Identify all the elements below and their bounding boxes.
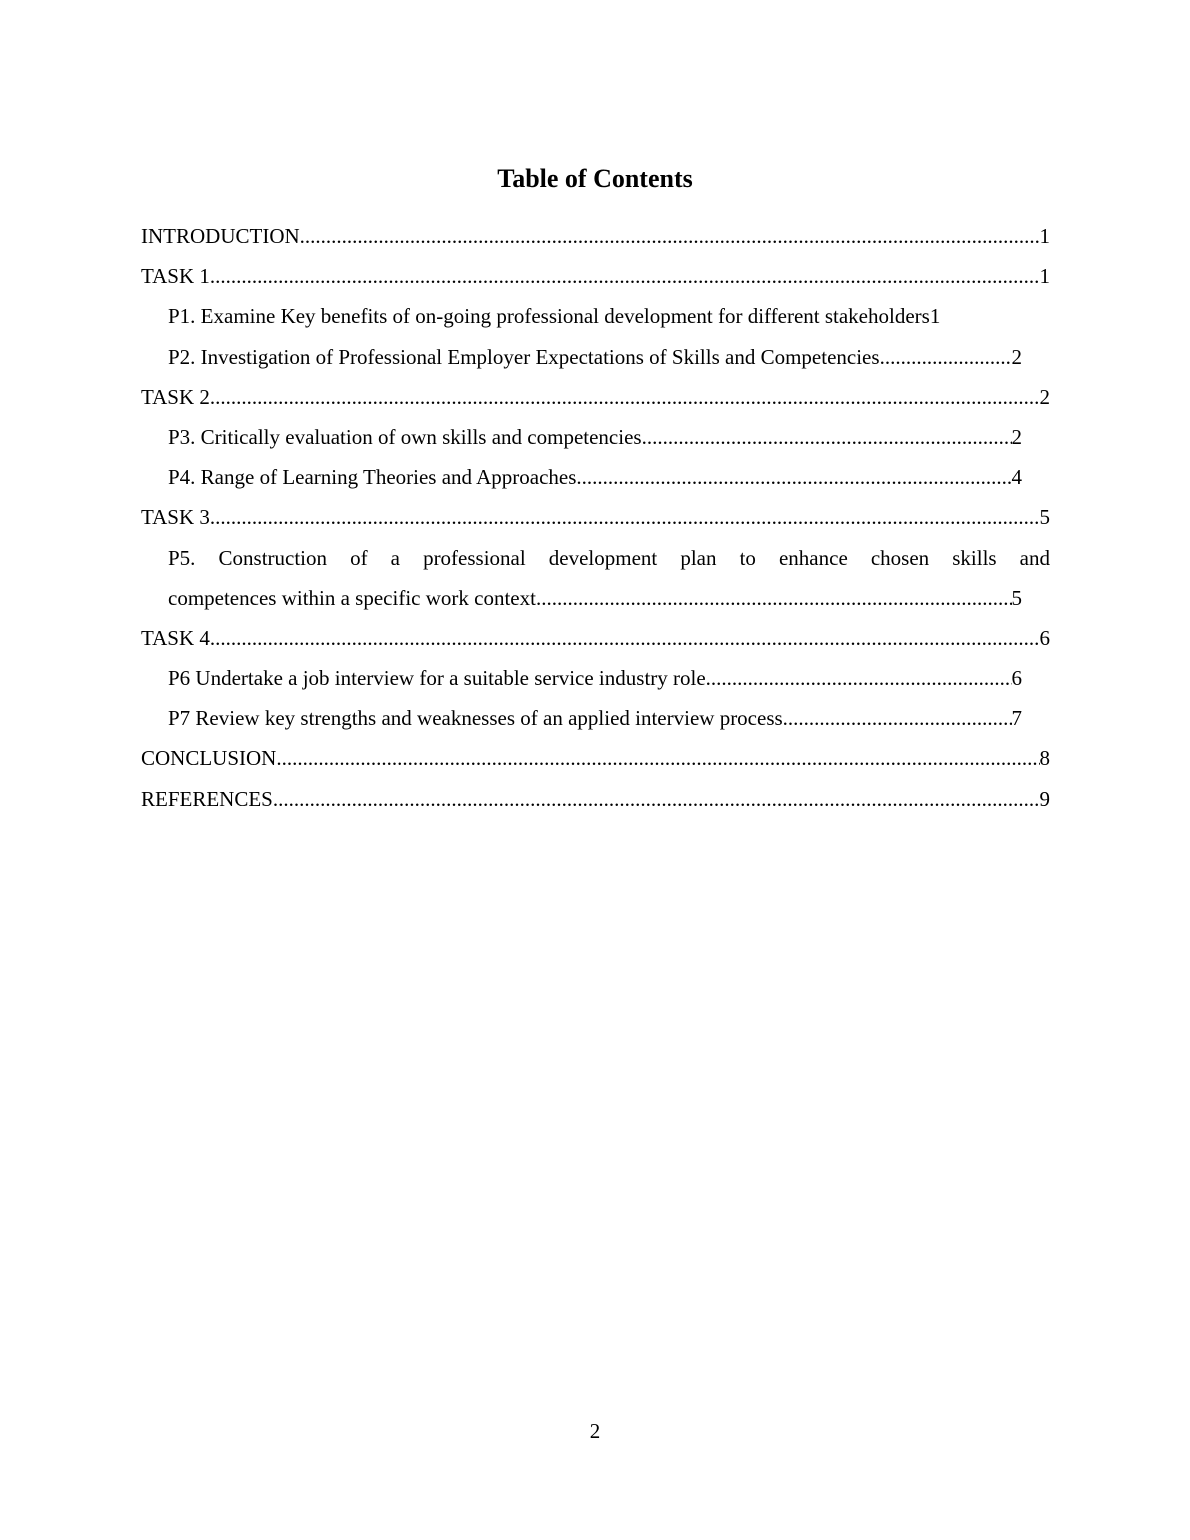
toc-page-number: 8 [1039,746,1050,771]
toc-entry-label: INTRODUCTION [141,224,300,248]
toc-leader-dots [783,698,1012,738]
toc-entry-p7[interactable] [141,698,1022,738]
toc-entry-p2[interactable] [141,337,1022,377]
toc-entry-label: P2. Investigation of Professional Employer Expectations of Skills and Competencies [168,344,880,369]
toc-page-number: 1 [1039,224,1050,248]
toc-page-number: 6 [1039,625,1050,650]
toc-entry-task2[interactable] [141,377,1050,417]
page-footer-number: 2 [589,1419,601,1443]
toc-page-number: 9 [1039,786,1050,811]
toc-entry-label: TASK 2 [141,384,210,409]
toc-entry-p6[interactable] [141,658,1022,698]
toc-leader-dots [576,457,1011,497]
toc-leader-dots [300,216,1040,256]
toc-leader-dots [210,497,1040,537]
toc-entry-label: P1. Examine Key benefits of on-going professional development for different stakeholders [168,304,930,329]
toc-entry-p4[interactable] [141,457,1022,497]
toc-list [141,216,1050,819]
toc-entry-label: TASK 1 [141,264,210,289]
toc-leader-dots [536,578,1012,618]
toc-page-number: 2 [1011,344,1022,369]
toc-title: Table of Contents [497,164,693,193]
toc-entry-label: P3. Critically evaluation of own skills and competencies [168,424,642,449]
toc-leader-dots [642,417,1012,457]
toc-leader-dots [210,377,1040,417]
toc-entry-label: P7 Review key strengths and weaknesses of an applied interview process [168,706,783,731]
toc-entry-conclusion[interactable] [141,738,1050,778]
toc-entry-task3[interactable] [141,497,1050,537]
toc-page-number: 5 [1039,505,1050,530]
toc-entry-introduction[interactable] [141,216,1050,256]
toc-entry-references[interactable] [141,779,1050,819]
toc-page-number: 4 [1011,465,1022,490]
toc-leader-dots [210,256,1040,296]
toc-leader-dots [706,658,1012,698]
toc-leader-dots [276,738,1039,778]
toc-entry-task4[interactable] [141,618,1050,658]
toc-leader-dots [210,618,1040,658]
toc-page-number: 6 [1011,666,1022,691]
toc-page-number: 2 [1039,384,1050,409]
toc-leader-dots [273,779,1040,819]
toc-page-number: 7 [1011,706,1022,731]
toc-entry-label: TASK 4 [141,625,210,650]
toc-entry-label: TASK 3 [141,505,210,530]
toc-page-number: 1 [1039,264,1050,289]
toc-entry-p5[interactable] [141,538,1050,618]
toc-entry-task1[interactable] [141,256,1050,296]
toc-entry-label-line2: competences within a specific work context [168,585,536,610]
toc-page-number: 2 [1011,424,1022,449]
toc-page-number: 1 [929,304,941,329]
toc-entry-p1[interactable] [141,296,1022,336]
toc-leader-dots [880,337,1012,377]
toc-entry-label-line2-row [168,578,1022,618]
toc-page-number: 5 [1011,585,1022,610]
toc-entry-p3[interactable] [141,417,1022,457]
toc-entry-label: CONCLUSION [141,746,277,771]
toc-entry-label-line1: P5. Construction of a professional development plan to enhance chosen skills and [168,545,1050,570]
toc-entry-label: P4. Range of Learning Theories and Approaches [168,465,577,490]
toc-entry-label: REFERENCES [141,786,273,811]
toc-entry-label: P6 Undertake a job interview for a suitable service industry role [168,666,706,691]
